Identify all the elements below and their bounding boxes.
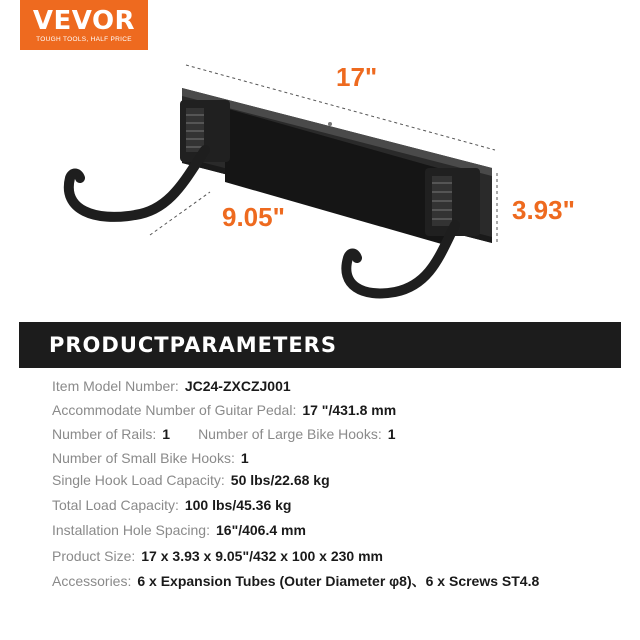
param-value: 17 "/431.8 mm <box>302 402 397 418</box>
param-label: Installation Hole Spacing: <box>52 522 210 538</box>
param-row-rails-hooks <box>52 426 396 442</box>
param-label: Accessories: <box>52 573 132 589</box>
param-value: JC24-ZXCZJ001 <box>184 378 291 394</box>
param-value: 6 x Expansion Tubes (Outer Diameter φ8)、6 x Screws ST4.8 <box>137 573 540 589</box>
param-value: 100 lbs/45.36 kg <box>184 497 292 513</box>
param-row-total-load <box>52 497 292 513</box>
param-label: Total Load Capacity: <box>52 497 179 513</box>
param-value: 17 x 3.93 x 9.05"/432 x 100 x 230 mm <box>141 548 383 564</box>
param-value: 1 <box>162 426 171 442</box>
params-title: PRODUCTPARAMETERS <box>49 333 337 357</box>
param-value: 16"/406.4 mm <box>216 522 306 538</box>
depth-dimension-label: 9.05" <box>222 202 285 232</box>
param-value: 1 <box>240 450 249 466</box>
param-row-hole-spacing <box>52 522 306 538</box>
param-label: Number of Large Bike Hooks: <box>198 426 382 442</box>
height-dimension-label: 3.93" <box>512 195 575 225</box>
param-row-pedal <box>52 402 396 418</box>
param-row-small-hooks <box>52 450 249 466</box>
param-value: 1 <box>387 426 396 442</box>
param-row-accessories <box>52 571 539 591</box>
param-row-single-load <box>52 472 330 488</box>
param-label: Single Hook Load Capacity: <box>52 472 225 488</box>
param-row-product-size <box>52 548 383 564</box>
product-parameters-panel <box>19 322 621 600</box>
param-row-model <box>52 378 291 394</box>
param-label: Number of Small Bike Hooks: <box>52 450 235 466</box>
vevor-logo <box>20 0 148 50</box>
param-label: Number of Rails: <box>52 426 157 442</box>
param-label: Product Size: <box>52 548 136 564</box>
logo-brand: VEVOR <box>32 5 136 36</box>
width-dimension-label: 17" <box>336 62 378 92</box>
param-value: 50 lbs/22.68 kg <box>230 472 330 488</box>
param-label: Item Model Number: <box>52 378 179 394</box>
params-header <box>19 322 621 368</box>
param-label: Accommodate Number of Guitar Pedal: <box>52 402 297 418</box>
bike-rack-product-image <box>0 55 640 315</box>
logo-tagline: TOUGH TOOLS, HALF PRICE <box>36 35 132 43</box>
